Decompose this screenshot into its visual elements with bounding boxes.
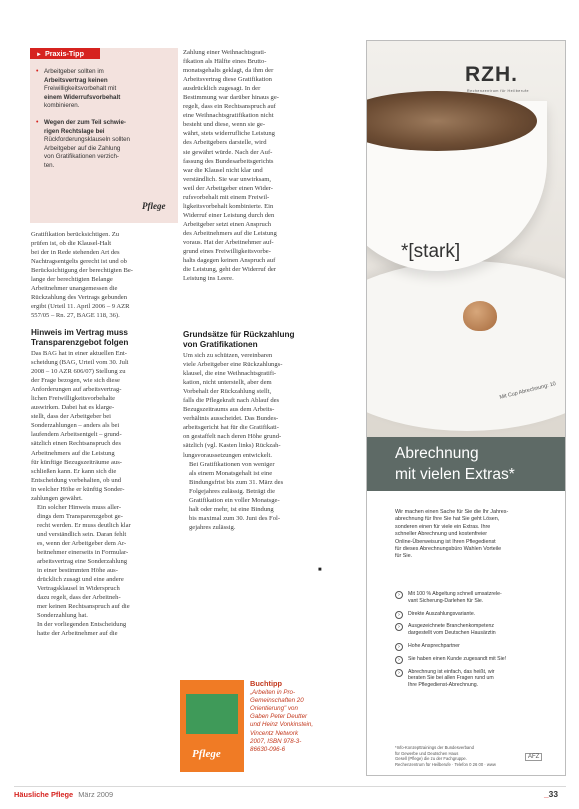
tip-item-line: Arbeitgeber sollten im xyxy=(44,68,104,75)
text-line: Berücksichtigung der berechtigten Be- xyxy=(31,267,133,275)
text-line: stellt, dass der Arbeitgeber bei xyxy=(31,413,112,421)
bullet-icon: • xyxy=(36,68,39,75)
text-line: Bestimmung war darüber hinaus ge- xyxy=(183,94,279,102)
text-line: Vertragsklausel in Widerspruch xyxy=(37,585,120,593)
text-line: fikation als Hälfte eines Brutto- xyxy=(183,58,267,66)
text-line: drücklich zusagt und eine andere xyxy=(37,576,124,584)
heading-line: von Gratifikationen xyxy=(183,339,258,349)
text-line: rufsvorbehalt mit einem Freiwil- xyxy=(183,193,270,201)
ad-feature-item xyxy=(395,623,555,637)
text-line: eine Weihnachtsgratifikation nicht xyxy=(183,112,274,120)
text-line: monatsgehalts geklagt, da ihm der xyxy=(183,67,274,75)
ad-feature-line: vant Sicherung-Darlehen für Sie. xyxy=(408,597,484,604)
book-tip-line: 2007, ISBN 978-3- xyxy=(250,737,302,745)
book-tip-line: Gaben Peter Deutter xyxy=(250,713,308,721)
text-line: zahlungen gewährt. xyxy=(31,494,83,502)
tip-item xyxy=(36,68,170,111)
ad-intro-line: für dieses Abrechnungsbüro Wahlen Vorteile xyxy=(395,546,502,553)
text-line: bei der in Rede stehenden Art des xyxy=(31,249,120,257)
text-line: scheidung (BAG, Urteil vom 30. Juli xyxy=(31,359,129,367)
ad-features-list xyxy=(395,591,555,695)
text-line: ausdrücklich zugesagt. In der xyxy=(183,85,261,93)
ad-headline-line: mit vielen Extras* xyxy=(395,466,515,483)
text-line: Arbeitgeber setzt einen Anspruch xyxy=(183,220,272,228)
book-tip-line: und Heinz Vonkinstein, xyxy=(250,721,314,729)
text-line: fassung des Bundesarbeitsgerichts xyxy=(183,157,274,165)
text-line: währt, stets widerrufliche Leistung xyxy=(183,130,275,138)
paragraph xyxy=(183,460,330,532)
text-line: Gratifikation ein voller Monatsge- xyxy=(189,496,280,504)
text-line: ligkeitsvorbehalt kombinierte. Ein xyxy=(183,202,274,210)
text-line: Folgejahres zulässig. Beträgt die xyxy=(189,487,276,495)
chevron-right-icon: › xyxy=(395,656,403,664)
text-line: Widerruf einer Leistung durch den xyxy=(183,211,275,219)
text-line: ergibt (Urteil 11. April 2006 – 9 AZR xyxy=(31,303,130,311)
text-line: Um sich zu schützen, vereinbaren xyxy=(183,352,273,359)
text-line: on gestaffelt nach deren Höhe grund- xyxy=(183,433,282,441)
section-heading-repayment xyxy=(183,330,333,349)
book-tip-line: „Arbeiten in Pro- xyxy=(250,689,296,697)
tip-box-title: ► Praxis-Tipp xyxy=(30,48,100,59)
ad-intro-line: Wir machen einen Sache für Sie die Ihr Jahres- xyxy=(395,509,509,515)
section-heading-transparency xyxy=(31,328,181,347)
text-line: lichen Freiwilligkeitsvorbehalte xyxy=(31,395,116,403)
ad-feature-line: beraten Sie bei allen Fragen rund um xyxy=(408,675,494,682)
heading-line: Grundsätze für Rückzahlung xyxy=(183,330,295,339)
end-mark: ■ xyxy=(318,567,322,573)
book-tip-line: Vincentz Network xyxy=(250,729,299,737)
saucer-shape xyxy=(367,261,565,431)
text-line: beitnehmer einerseits in Formular- xyxy=(37,549,129,557)
footer-rule xyxy=(14,786,566,787)
text-line: und verständlich sein. Daran fehlt xyxy=(37,530,127,538)
text-line: der Frage bezogen, wie sich diese xyxy=(31,377,120,385)
ad-feature-line: Ihre Pflegedienst-Abrechnung. xyxy=(408,682,479,689)
ad-feature-item xyxy=(395,643,555,650)
ad-feature-item xyxy=(395,611,555,618)
text-line: mer keinen Rechtsanspruch auf die xyxy=(37,603,130,611)
arrow-icon: ► xyxy=(36,52,42,58)
tip-item-line: Arbeitgeber auf die Zahlung xyxy=(44,144,121,152)
text-line: lange der berechtigten Belange xyxy=(31,276,113,284)
section-body-transparency xyxy=(31,349,178,639)
text-line: Ein solcher Hinweis muss aller- xyxy=(37,503,122,511)
cookie-shape xyxy=(463,301,497,331)
ad-feature-item xyxy=(395,669,555,689)
text-line: falls die Pflegekraft nach Ablauf des xyxy=(183,397,280,405)
text-line: prüfen ist, ob die Klausel-Halt xyxy=(31,240,112,248)
text-line: in welcher Höhe er künftig Sonder- xyxy=(31,485,125,493)
ad-headline xyxy=(395,443,515,485)
tip-item-line: ten. xyxy=(44,161,55,169)
heading-line: Transparenzgebot folgen xyxy=(31,337,129,347)
ad-intro-line: für Sie. xyxy=(395,553,413,560)
ad-feature-item xyxy=(395,591,555,605)
text-line: Rückzahlung des Vertrags gebunden xyxy=(31,294,128,302)
text-line: Entscheidung vorbehalten, ob und xyxy=(31,476,122,484)
text-line: des Arbeitnehmers auf die Leistung xyxy=(183,229,277,237)
text-line: recht werden. Er muss deutlich klar xyxy=(37,521,131,529)
column-2-text xyxy=(183,48,330,283)
paragraph xyxy=(31,349,178,503)
text-line: Leistung ins Leere. xyxy=(183,275,234,283)
ad-headline-band xyxy=(367,437,565,491)
text-line: gejahres zulässig. xyxy=(189,523,236,531)
text-line: weil der Arbeitgeber einen Wider- xyxy=(183,184,273,192)
text-line: kation, nicht unterstellt, aber dem xyxy=(183,379,272,387)
text-line: war die Klausel nicht klar und xyxy=(183,166,263,174)
text-line: In der vorliegenden Entscheidung xyxy=(37,621,127,629)
ad-feature-line: Abrechnung ist einfach, das heißt, wir xyxy=(408,668,495,675)
page-number: _33 xyxy=(544,789,558,799)
text-line: besteht und diese, wenn sie ge- xyxy=(183,121,266,129)
text-line: für künftige Bezugszeiträume aus- xyxy=(31,458,122,466)
tip-item-line: kombinieren. xyxy=(44,102,80,110)
tip-item-line: einem Widerrufsvorbehalt xyxy=(44,93,121,101)
text-line: Arbeitsvertrag diese Gratifikation xyxy=(183,76,272,84)
ad-feature-item xyxy=(395,656,555,663)
text-line: verständlich. Sie war unwirksam, xyxy=(183,175,272,183)
book-cover xyxy=(180,680,244,772)
text-line: Anforderungen auf arbeitsvertrag- xyxy=(31,386,122,394)
text-line: Nachtragsentgelts gerecht ist und ob xyxy=(31,258,127,266)
ad-intro-text xyxy=(395,509,551,561)
text-line: dazu regelt, dass der Arbeitneh- xyxy=(37,594,121,602)
pflege-logo: Pflege xyxy=(142,201,166,211)
ad-feature-line: Hohe Ansprechpartner xyxy=(408,642,460,649)
ad-footer-line: Rechenzentrum für Heilberufe · Telefon 0 26 00 · www xyxy=(395,761,496,767)
ad-brand-sub: Rechenzentrum für Heilberufe xyxy=(467,89,529,93)
tip-item-line: Wegen der zum Teil schwie- xyxy=(44,118,126,126)
text-line: 2008 – 10 AZR 606/07) Stellung zu xyxy=(31,368,126,376)
ad-footer-line: Gesell (Pflege) die zu der Fachgruppe. xyxy=(395,756,467,762)
tip-item-line: Arbeitsvertrag keinen xyxy=(44,76,108,84)
ad-cup-text: Mit Cup Abrechnung: 10 xyxy=(499,381,557,401)
text-line: Bindungsfrist bis zum 31. März des xyxy=(189,478,284,486)
chevron-right-icon: › xyxy=(395,643,403,651)
text-line: halt oder mehr, ist eine Bindung xyxy=(189,505,274,513)
text-line: klausel, die eine Weihnachtsgratifi- xyxy=(183,370,277,378)
tip-item-line: rigen Rechtslage bei xyxy=(44,127,105,135)
text-line: sätzlich einen Rechtsanspruch des xyxy=(31,440,121,448)
text-line: in einer bestimmten Höhe aus- xyxy=(37,567,118,575)
ad-headline-line: Abrechnung xyxy=(395,445,479,462)
text-line: Vorbehalt der Rückzahlung stellt, xyxy=(183,388,272,396)
paragraph xyxy=(31,620,178,638)
bullet-icon: • xyxy=(36,118,39,126)
text-line: Arbeitnehmers auf die Leistung xyxy=(31,449,115,457)
text-line: Arbeitnehmer unangemessen die xyxy=(31,285,118,293)
section-body-repayment xyxy=(183,351,330,532)
tip-items xyxy=(36,68,170,179)
text-line: als einem Monatsgehalt ist eine xyxy=(189,469,273,477)
ad-brand: RZH. xyxy=(465,63,518,86)
text-line: sie gewährt würde. Nach der Auf- xyxy=(183,148,273,156)
text-line: Das BAG hat in einer aktuellen Ent- xyxy=(31,350,127,357)
ad-feature-line: dargestellt vom Deutschen Hausärztin xyxy=(408,630,496,637)
text-line: die Leistung, geht der Widerruf der xyxy=(183,266,276,274)
ad-intro-line: sonderen einen für viele ein Extras. Ihre xyxy=(395,523,491,530)
ad-feature-line: Mit 100 % Abgeltung schnell umsatzrele- xyxy=(408,591,502,597)
text-line: hatte der Arbeitnehmer auf die xyxy=(37,630,118,638)
ad-feature-line: Ausgezeichnete Branchenkompetenz xyxy=(408,623,494,630)
text-line: lungsvoraussetzungen entwickelt. xyxy=(183,451,272,459)
book-tip-line: Orientierung" von xyxy=(250,705,298,713)
book-tip-label: Buchtipp xyxy=(250,679,283,688)
tip-item-line: von Gratifikationen verzich- xyxy=(44,153,119,161)
book-tip-text xyxy=(250,680,332,754)
text-line: bis maximal zum 30. Juni des Fol- xyxy=(189,514,281,522)
book-cover-band xyxy=(186,694,238,734)
text-line: des Arbeitgebers darstelle, wird xyxy=(183,139,267,147)
ad-footer-line: für Gewerbe und Deutschen Haus xyxy=(395,750,459,756)
text-line: laufendem Arbeitsentgelt – grund- xyxy=(31,431,122,439)
ad-intro-line: Online-Überweisung ist Ihren Pflegedienst xyxy=(395,538,496,545)
text-line: Bei Gratifikationen von weniger xyxy=(189,460,275,468)
ad-intro-line: abrechnung für Ihre Sie hat Sie geht Lösen, xyxy=(395,516,500,523)
text-line: Sonderzahlungen – anders als bei xyxy=(31,422,120,430)
ad-footer-logo: AFZ xyxy=(525,753,542,761)
footer-publication: Häusliche Pflege März 2009 xyxy=(14,790,114,799)
text-line: voraus. Hat der Arbeitnehmer auf- xyxy=(183,238,274,246)
text-line: dings dem Transparenzgebot ge- xyxy=(37,512,123,520)
chevron-right-icon: › xyxy=(395,591,403,599)
text-line: regelt, dass ein Rechtsanspruch auf xyxy=(183,103,276,111)
ad-feature-line: Direkte Auszahlungsvariante. xyxy=(408,610,476,617)
text-line: arbeitsgericht hat für die Gratifikati- xyxy=(183,424,279,432)
text-line: schließen kann. Er kann sich die xyxy=(31,467,117,475)
chevron-right-icon: › xyxy=(395,669,403,677)
ad-photo xyxy=(367,41,565,441)
text-line: arbeitsvertrag eine Sonderzahlung xyxy=(37,558,128,566)
ad-feature-line: Sie haben einen Kunde zugesandt mit Sie! xyxy=(408,655,507,662)
text-line: Zahlung einer Weihnachtsgrati- xyxy=(183,49,267,56)
ad-footer-text xyxy=(395,745,525,767)
ad-footer-line: *Info-Konzepttrainings der Bundesverband xyxy=(395,745,474,750)
text-line: Bezugszeitraums aus dem Arbeits- xyxy=(183,406,275,414)
text-line: Gratifikation berücksichtigen. Zu xyxy=(31,231,120,238)
tip-box xyxy=(30,48,178,223)
chevron-right-icon: › xyxy=(395,611,403,619)
text-line: Sonderzahlung hat. xyxy=(37,612,88,620)
ad-slogan: *[stark] xyxy=(401,241,461,262)
book-cover-logo: Pflege xyxy=(192,748,221,760)
tip-item-line: Freiwilligkeitsvorbehalt mit xyxy=(44,85,117,93)
text-line: viele Arbeitgeber eine Rückzahlungs- xyxy=(183,361,283,369)
text-line: auswirken. Dabei hat es klarge- xyxy=(31,404,115,412)
advertisement xyxy=(366,40,566,776)
tip-item-line: Rückforderungsklauseln sollten xyxy=(44,136,130,144)
text-line: es, wenn der Arbeitgeber dem Ar- xyxy=(37,539,127,547)
paragraph xyxy=(31,503,178,621)
text-line: halts dagegen keinen Anspruch auf xyxy=(183,257,276,265)
tip-item xyxy=(36,118,170,171)
text-line: sätzlich (vgl. Kasten links) Rückzah- xyxy=(183,442,281,450)
paragraph xyxy=(183,351,330,460)
text-line: 557/05 – Rn. 27, BAGE 118, 36). xyxy=(31,312,120,320)
column-1-text xyxy=(31,230,178,320)
ad-intro-line: schneller Abrechnung und kostenfreier xyxy=(395,531,487,538)
text-line: grund eines Freiwilligkeitsvorbe- xyxy=(183,248,271,256)
text-line: verhältnis ausscheidet. Das Bundes- xyxy=(183,415,279,423)
book-tip-line: Gemeinschaften 20 xyxy=(250,697,304,705)
chevron-right-icon: › xyxy=(395,623,403,631)
book-tip-line: 86630-096-6 xyxy=(250,745,286,753)
heading-line: Hinweis im Vertrag muss xyxy=(31,328,128,337)
